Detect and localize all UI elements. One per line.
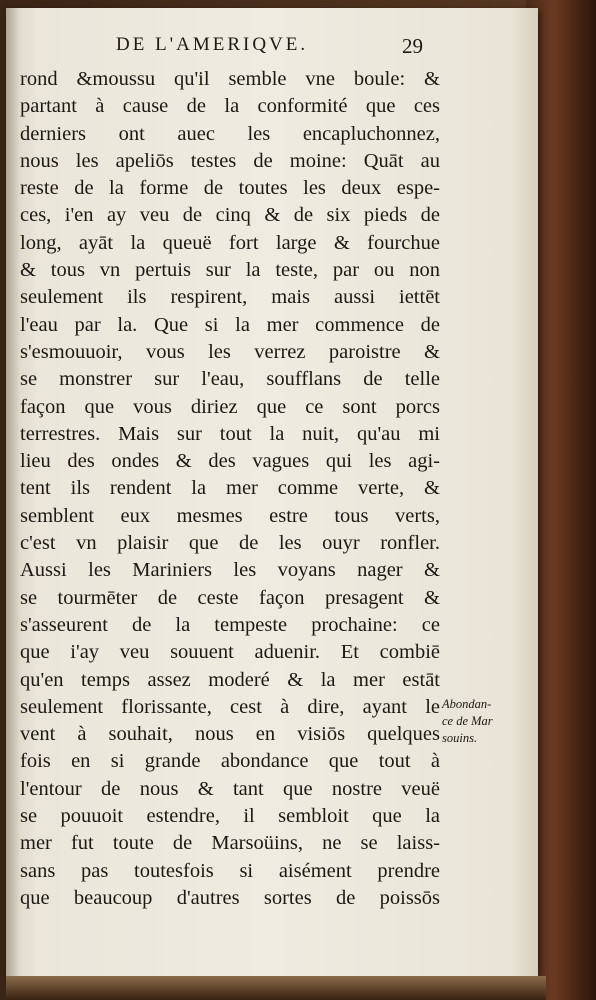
text-line: tent ils rendent la mer comme verte, & xyxy=(20,477,440,500)
body-text xyxy=(20,66,440,912)
text-line: se monstrer sur l'eau, soufflans de telle xyxy=(20,368,440,391)
text-line: nous les apeliōs testes de moine: Quāt au xyxy=(20,149,440,172)
text-line: fois en si grande abondance que tout à xyxy=(20,750,440,773)
text-line: l'entour de nous & tant que nostre veuë xyxy=(20,777,440,800)
text-line: seulement florissante, cest à dire, ayant le xyxy=(20,695,440,718)
margin-note-line: Abondan- xyxy=(442,697,492,711)
page-number: 29 xyxy=(402,34,423,58)
text-line: semblent eux mesmes estre tous verts, xyxy=(20,504,440,527)
page-bottom-edge xyxy=(6,976,546,1000)
book-page xyxy=(6,8,538,976)
text-line: s'asseurent de la tempeste prochaine: ce xyxy=(20,613,440,636)
text-line: que beaucoup d'autres sortes de poissōs xyxy=(20,886,440,909)
text-line: se tourmēter de ceste façon presagent & xyxy=(20,586,440,609)
text-line: & tous vn pertuis sur la teste, par ou non xyxy=(20,259,440,282)
text-line: c'est vn plaisir que de les ouyr ronfler. xyxy=(20,532,440,555)
text-line: terrestres. Mais sur tout la nuit, qu'au mi xyxy=(20,422,440,445)
text-line: long, ayāt la queuë fort large & fourchue xyxy=(20,231,440,254)
text-line: seulement ils respirent, mais aussi iettēt xyxy=(20,286,440,309)
text-line: qu'en temps assez moderé & la mer estāt xyxy=(20,668,440,691)
text-line: ces, i'en ay veu de cinq & de six pieds de xyxy=(20,204,440,227)
margin-note-line: souins. xyxy=(442,731,478,745)
gutter-shadow xyxy=(6,8,20,976)
margin-note-line: ce de Mar xyxy=(442,714,493,728)
text-line: sans pas toutesfois si aisément prendre xyxy=(20,859,440,882)
text-line: façon que vous diriez que ce sont porcs xyxy=(20,395,440,418)
text-line: rond &moussu qu'il semble vne boule: & xyxy=(20,68,440,90)
text-line: que i'ay veu souuent aduenir. Et combiē xyxy=(20,641,440,664)
text-line: Aussi les Mariniers les voyans nager & xyxy=(20,559,440,582)
text-line: derniers ont auec les encapluchonnez, xyxy=(20,122,440,145)
text-line: vent à souhait, nous en visiōs quelques xyxy=(20,723,440,746)
text-line: lieu des ondes & des vagues qui les agi- xyxy=(20,450,440,473)
text-line: reste de la forme de toutes les deux espe- xyxy=(20,177,440,200)
margin-note xyxy=(442,696,532,747)
text-line: s'esmouuoir, vous les verrez paroistre & xyxy=(20,340,440,363)
running-head: DE L'AMERIQVE. xyxy=(116,34,309,55)
text-line: l'eau par la. Que si la mer commence de xyxy=(20,313,440,336)
text-line: partant à cause de la conformité que ces xyxy=(20,95,440,118)
text-line: se pouuoit estendre, il sembloit que la xyxy=(20,805,440,828)
text-line: mer fut toute de Marsoüins, ne se laiss- xyxy=(20,832,440,855)
